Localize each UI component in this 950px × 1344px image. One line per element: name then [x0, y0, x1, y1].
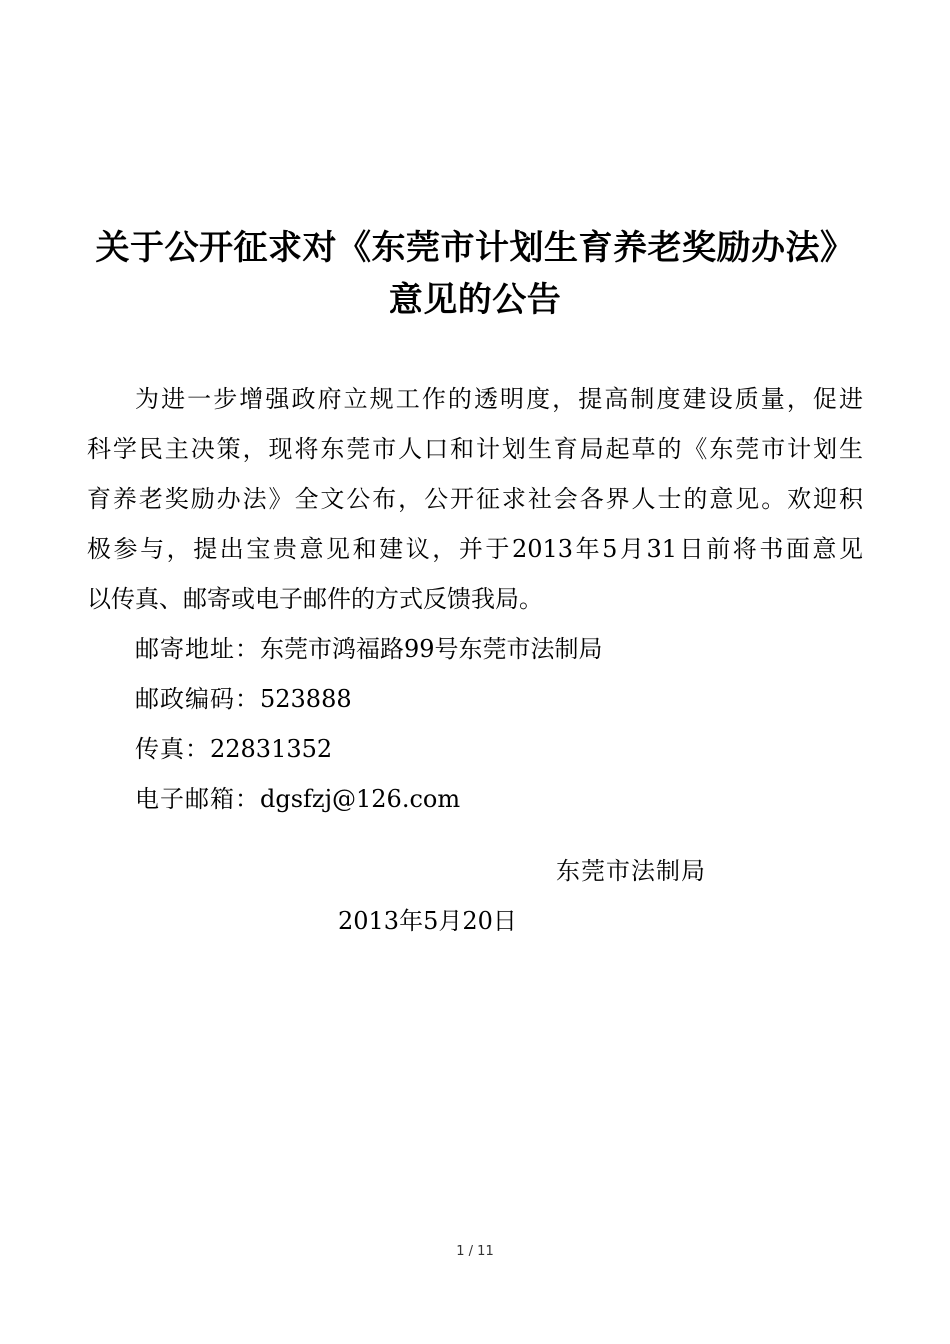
body-paragraph-line-3: 育养老奖励办法》全文公布，公开征求社会各界人士的意见。欢迎积 — [87, 485, 863, 513]
contact-postal-code — [135, 684, 352, 714]
contact-label: 邮寄地址： — [135, 635, 260, 663]
contact-fax — [135, 734, 332, 764]
contact-email — [135, 784, 460, 814]
document-title-line-1: 关于公开征求对《东莞市计划生育养老奖励办法》 — [95, 228, 855, 268]
body-paragraph-line-4: 极参与，提出宝贵意见和建议，并于2013年5月31日前将书面意见 — [87, 535, 863, 563]
body-paragraph-line-5: 以传真、邮寄或电子邮件的方式反馈我局。 — [87, 585, 543, 613]
contact-value: 523888 — [260, 685, 352, 713]
document-date: 2013年5月20日 — [338, 907, 517, 935]
contact-value: 22831352 — [210, 735, 333, 763]
body-paragraph-line-1: 为进一步增强政府立规工作的透明度，提高制度建设质量，促进 — [135, 385, 863, 413]
contact-value: 东莞市鸿福路99号东莞市法制局 — [260, 635, 603, 663]
body-paragraph-line-2: 科学民主决策，现将东莞市人口和计划生育局起草的《东莞市计划生 — [87, 435, 863, 463]
signature-organization: 东莞市法制局 — [556, 857, 706, 885]
contact-label: 电子邮箱： — [135, 785, 260, 813]
contact-mailing-address — [135, 634, 603, 664]
contact-value: dgsfzj@126.com — [260, 785, 461, 813]
contact-label: 邮政编码： — [135, 685, 260, 713]
document-title-line-2: 意见的公告 — [388, 280, 562, 320]
page-number: 1 / 11 — [456, 1244, 494, 1259]
contact-label: 传真： — [135, 735, 210, 763]
